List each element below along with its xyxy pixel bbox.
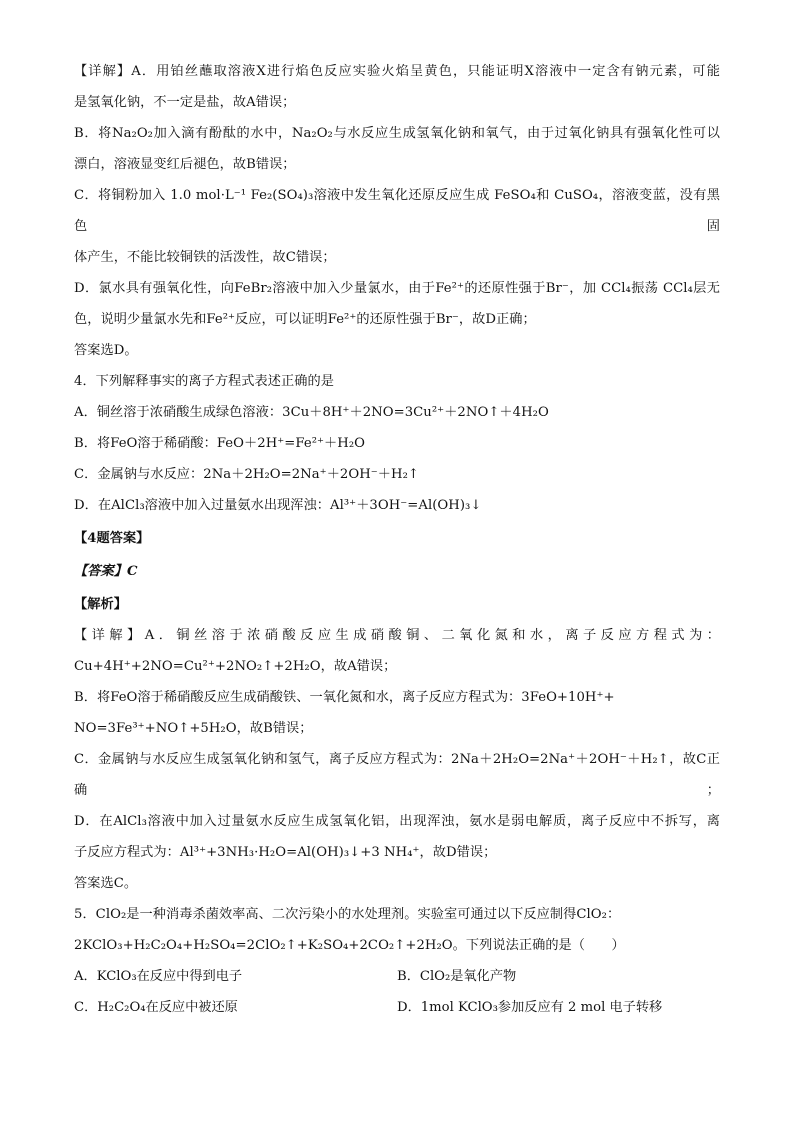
question-5-option-d: D．1mol KClO₃参加反应有 2 mol 电子转移 — [397, 1000, 663, 1015]
document-page — [74, 56, 720, 1023]
question-5-equation: 2KClO₃+H₂C₂O₄+H₂SO₄=2ClO₂↑+K₂SO₄+2CO₂↑+2H₂O。下列说法正确的是（ ） — [74, 938, 625, 953]
question-4-option-b: B．将FeO溶于稀硝酸：FeO＋2H⁺=Fe²⁺＋H₂O — [74, 436, 366, 451]
question-4-answer-heading: 【4题答案】 — [74, 531, 150, 546]
explanation-line-a2: 是氢氧化钠，不一定是盐，故A错误； — [74, 95, 296, 110]
question-4-answer: 【答案】C — [74, 564, 138, 579]
explanation-line-c2: 体产生，不能比较铜铁的活泼性，故C错误； — [74, 250, 336, 265]
question-4-option-d: D．在AlCl₃溶液中加入过量氨水出现浑浊：Al³⁺＋3OH⁻=Al(OH)₃↓ — [74, 498, 482, 513]
explanation-line-d2: 色，说明少量氯水先和Fe²⁺反应，可以证明Fe²⁺的还原性强于Br⁻，故D正确； — [74, 312, 536, 327]
question-5-option-c: C．H₂C₂O₄在反应中被还原 — [74, 1000, 238, 1015]
question-4-analysis-heading: 【解析】 — [74, 597, 127, 612]
question-5-stem: 5．ClO₂是一种消毒杀菌效率高、二次污染小的水处理剂。实验室可通过以下反应制得ClO₂： — [74, 907, 621, 922]
answer-choice-line: 答案选D。 — [74, 343, 138, 358]
detail-line-a1: 【详解】A．铜丝溶于浓硝酸反应生成硝酸铜、二氧化氮和水，离子反应方程式为： — [74, 628, 720, 643]
question-5-options-row-2 — [74, 992, 720, 1023]
question-5-option-b: B．ClO₂是氧化产物 — [397, 969, 517, 984]
detail-line-b2: NO=3Fe³⁺+NO↑+5H₂O，故B错误； — [74, 721, 313, 736]
explanation-line-d1: D．氯水具有强氧化性，向FeBr₂溶液中加入少量氯水，由于Fe²⁺的还原性强于Br⁻，加 CCl₄振荡 CCl₄层无 — [74, 281, 720, 296]
detail-line-a2: Cu+4H⁺+2NO=Cu²⁺+2NO₂↑+2H₂O，故A错误； — [74, 659, 397, 674]
detail-line-d2: 子反应方程式为：Al³⁺+3NH₃·H₂O=Al(OH)₃↓+3 NH₄⁺，故D错误； — [74, 845, 497, 860]
explanation-line-c1: C．将铜粉加入 1.0 mol·L⁻¹ Fe₂(SO₄)₃溶液中发生氧化还原反应生成 FeSO₄和 CuSO₄，溶液变蓝，没有黑色固 — [74, 188, 720, 234]
explanation-line-b1: B．将Na₂O₂加入滴有酚酞的水中，Na₂O₂与水反应生成氢氧化钠和氧气，由于过氧化钠具有强氧化性可以 — [74, 126, 720, 141]
detail-line-c1: C．金属钠与水反应生成氢氧化钠和氢气，离子反应方程式为：2Na＋2H₂O=2Na⁺＋2OH⁻＋H₂↑，故C正确； — [74, 752, 720, 798]
question-5-options-row-1 — [74, 961, 720, 992]
explanation-line-b2: 漂白，溶液显变红后褪色，故B错误； — [74, 157, 296, 172]
detail-line-b1: B．将FeO溶于稀硝酸反应生成硝酸铁、一氧化氮和水，离子反应方程式为：3FeO+10H⁺+ — [74, 690, 615, 705]
detail-line-d1: D．在AlCl₃溶液中加入过量氨水反应生成氢氧化铝，出现浑浊，氨水是弱电解质，离子反应中不拆写，离 — [74, 814, 720, 829]
answer-choice-line-4: 答案选C。 — [74, 876, 138, 891]
question-4-option-c: C．金属钠与水反应：2Na＋2H₂O=2Na⁺＋2OH⁻＋H₂↑ — [74, 467, 420, 482]
question-4-stem: 4．下列解释事实的离子方程式表述正确的是 — [74, 374, 334, 389]
explanation-line-a1: 【详解】A．用铂丝蘸取溶液X进行焰色反应实验火焰呈黄色，只能证明X溶液中一定含有钠元素，可能 — [74, 64, 720, 79]
question-5-option-a: A．KClO₃在反应中得到电子 — [74, 969, 243, 984]
question-4-option-a: A．铜丝溶于浓硝酸生成绿色溶液：3Cu＋8H⁺＋2NO=3Cu²⁺＋2NO↑＋4H₂O — [74, 405, 549, 420]
